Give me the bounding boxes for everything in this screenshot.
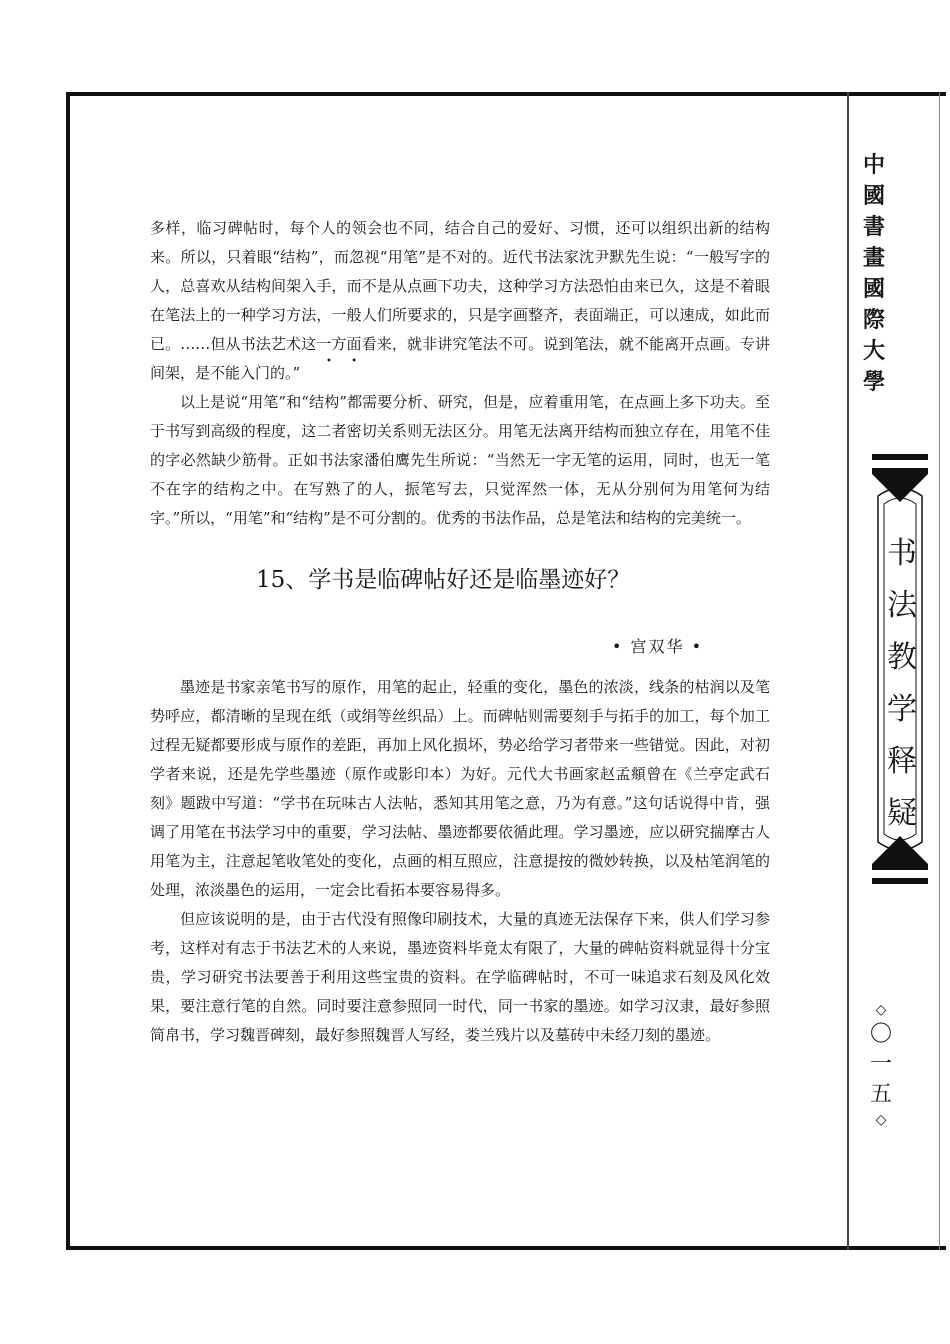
- book-title-char: 书: [887, 536, 917, 571]
- text-block-upper: [150, 214, 770, 533]
- page-digit: 五: [869, 1082, 892, 1107]
- text-block-lower: [150, 673, 770, 1050]
- paragraph: 多样，临习碑帖时，每个人的领会也不同，结合自己的爱好、习惯，还可以组织出新的结构来。所以，只着眼“结构”，而忽视“用笔”是不对的。近代书法家沈尹默先生说：“一般写字的人，总喜欢从结构间架入手，而不是从点画下功夫，这种学习方法恐怕由来已久，这是不着眼在笔法上的一种学习方法，一般人们所要求的，只是字画整齐，表面端正，可以速成，如此而已。……但从书法艺术这一方面看来，就非讲究笔法不可。说到笔法，就不能离开点画。专讲间架，是不能入门的。”: [150, 219, 770, 382]
- university-char: 大: [862, 339, 885, 364]
- page-digit: 一: [869, 1052, 892, 1077]
- university-char: 國: [862, 277, 885, 302]
- outer-rule: [939, 92, 940, 1250]
- book-title-char: 疑: [887, 796, 917, 831]
- author-name: • 宫双华 •: [612, 637, 704, 656]
- paragraph: 以上是说“用笔”和“结构”都需要分析、研究，但是，应着重用笔，在点画上多下功夫。至于书写到高级的程度，这二者密切关系则无法区分。用笔无法离开结构而独立存在，用笔不佳的字必然缺少筋骨。正如书法家潘伯鹰先生所说：“当然无一字无笔的运用，同时，也无一笔不在字的结构之中。在写熟了的人，振笔写去，只觉浑然一体，无从分别何为用笔何为结字。”所以，“用笔”和“结构”是不可分割的。优秀的书法作品，总是笔法和结构的完美统一。: [150, 393, 770, 527]
- university-char: 學: [862, 370, 885, 395]
- university-char: 際: [862, 308, 885, 333]
- diamond-ornament: ◇: [875, 1002, 887, 1018]
- paragraph: 墨迹是书家亲笔书写的原作，用笔的起止，轻重的变化，墨色的浓淡，线条的枯润以及笔势呼应，都清晰的呈现在纸（或绢等丝织品）上。而碑帖则需要刻手与拓手的加工，每个加工过程无疑都要形成与原作的差距，再加上风化损坏，势必给学习者带来一些错觉。因此，对初学者来说，还是先学些墨迹（原作或影印本）为好。元代大书画家赵孟頫曾在《兰亭定武石刻》题跋中写道：“学书在玩味古人法帖，悉知其用笔之意，乃为有意。”这句话说得中肯，强调了用笔在书法学习中的重要，学习法帖、墨迹都要依循此理。学习墨迹，应以研究揣摩古人用笔为主，注意起笔收笔处的变化，点画的相互照应，注意提按的微妙转换，以及枯笔润笔的处理，浓淡墨色的运用，一定会比看拓本要容易得多。: [150, 678, 770, 899]
- university-char: 中: [862, 153, 885, 178]
- university-name-vertical: [856, 150, 892, 398]
- book-title-char: 学: [887, 692, 917, 727]
- page-digit: 〇: [869, 1022, 892, 1047]
- university-char: 書: [862, 215, 885, 240]
- university-char: 畫: [862, 246, 885, 271]
- book-title-char: 教: [887, 640, 917, 675]
- book-title-char: 法: [887, 588, 917, 623]
- book-title-char: 释: [887, 744, 917, 779]
- paragraph: 但应该说明的是，由于古代没有照像印刷技术，大量的真迹无法保存下来，供人们学习参考，这样对有志于书法艺术的人来说，墨迹资料毕竟太有限了，大量的碑帖资料就显得十分宝贵，学习研究书法要善于利用这些宝贵的资料。在学临碑帖时，不可一味追求石刻及风化效果，要注意行笔的自然。同时要注意参照同一时代，同一书家的墨迹。如学习汉隶，最好参照简帛书，学习魏晋碑刻，最好参照魏晋人写经，娄兰残片以及墓砖中未经刀刻的墨迹。: [150, 910, 770, 1044]
- university-char: 國: [862, 184, 885, 209]
- side-rule: [847, 92, 849, 1250]
- page-number: [864, 1000, 898, 1130]
- emphasis-dots: • •: [326, 356, 365, 367]
- section-title: 15、学书是临碑帖好还是临墨迹好？: [256, 567, 631, 593]
- book-title-vertical: [874, 528, 930, 840]
- diamond-ornament: ◇: [875, 1112, 887, 1128]
